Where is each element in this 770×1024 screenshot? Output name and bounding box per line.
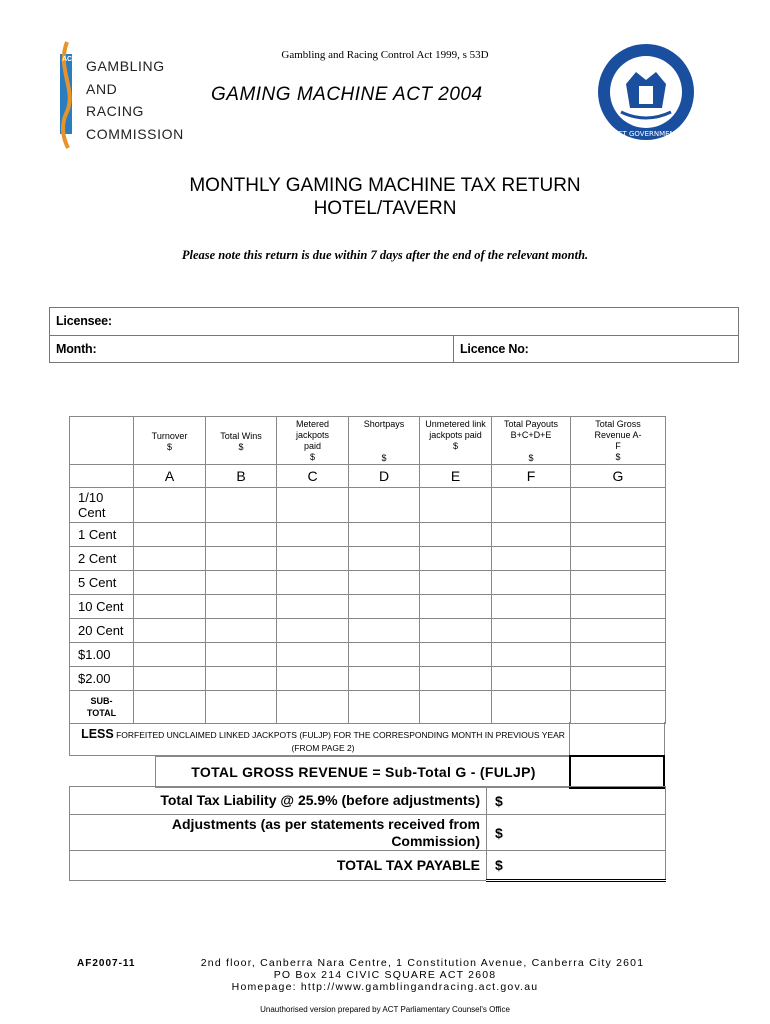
col-letter-e: E bbox=[420, 465, 492, 488]
form-title-line-1: MONTHLY GAMING MACHINE TAX RETURN bbox=[189, 175, 581, 196]
licensee-box-divider bbox=[453, 336, 454, 362]
input-cell[interactable] bbox=[349, 488, 420, 523]
tax-summary-table bbox=[69, 786, 666, 882]
input-cell[interactable] bbox=[571, 488, 666, 523]
input-cell[interactable] bbox=[571, 523, 666, 547]
row-label-tenth-cent: 1/10 Cent bbox=[70, 488, 134, 523]
total-tax-payable-label: TOTAL TAX PAYABLE bbox=[70, 851, 487, 881]
input-cell[interactable] bbox=[206, 691, 277, 724]
input-cell[interactable] bbox=[206, 523, 277, 547]
commission-logo-text bbox=[86, 55, 184, 145]
table-row bbox=[70, 643, 666, 667]
adjustments-label: Adjustments (as per statements received from Commission) bbox=[70, 815, 487, 851]
col-header-metered-jackpots: Metered jackpots paid $ bbox=[277, 417, 349, 465]
act-title: GAMING MACHINE ACT 2004 bbox=[211, 84, 483, 105]
seal-text: ACT GOVERNMENT bbox=[612, 130, 680, 138]
table-row bbox=[70, 619, 666, 643]
act-reference: Gambling and Racing Control Act 1999, s 53D bbox=[281, 49, 489, 61]
tax-liability-field[interactable]: $ bbox=[487, 787, 666, 815]
input-cell[interactable] bbox=[206, 488, 277, 523]
input-cell[interactable] bbox=[134, 667, 206, 691]
row-label-1-dollar: $1.00 bbox=[70, 643, 134, 667]
input-cell[interactable] bbox=[277, 571, 349, 595]
input-cell[interactable] bbox=[420, 595, 492, 619]
input-cell[interactable] bbox=[277, 643, 349, 667]
input-cell[interactable] bbox=[134, 619, 206, 643]
logo-line-3: RACING bbox=[86, 103, 145, 119]
input-cell[interactable] bbox=[206, 619, 277, 643]
row-label-2-dollar: $2.00 bbox=[70, 667, 134, 691]
row-label-20-cent: 20 Cent bbox=[70, 619, 134, 643]
row-label-2-cent: 2 Cent bbox=[70, 547, 134, 571]
col-letter-g: G bbox=[571, 465, 666, 488]
input-cell[interactable] bbox=[277, 595, 349, 619]
input-cell[interactable] bbox=[134, 488, 206, 523]
form-title-line-2: HOTEL/TAVERN bbox=[313, 198, 457, 219]
input-cell[interactable] bbox=[420, 667, 492, 691]
input-cell[interactable] bbox=[571, 571, 666, 595]
input-cell[interactable] bbox=[206, 547, 277, 571]
input-cell[interactable] bbox=[492, 523, 571, 547]
row-label-5-cent: 5 Cent bbox=[70, 571, 134, 595]
total-gross-revenue-field[interactable] bbox=[569, 755, 665, 789]
input-cell[interactable] bbox=[134, 523, 206, 547]
licensee-row bbox=[50, 308, 738, 336]
month-field[interactable]: Month: bbox=[56, 342, 97, 356]
logo-line-1: GAMBLING bbox=[86, 58, 165, 74]
licence-number-field[interactable]: Licence No: bbox=[460, 342, 529, 356]
table-row bbox=[70, 595, 666, 619]
col-header-total-payouts: Total Payouts B+C+D+E $ bbox=[492, 417, 571, 465]
col-header-unmetered-link-jackpots: Unmetered link jackpots paid $ bbox=[420, 417, 492, 465]
address-line-3[interactable]: Homepage: http://www.gamblingandracing.act.gov.au bbox=[231, 981, 539, 993]
revenue-table bbox=[69, 416, 666, 724]
col-letter-d: D bbox=[349, 465, 420, 488]
form-title bbox=[0, 174, 770, 220]
input-cell[interactable] bbox=[420, 523, 492, 547]
input-cell[interactable] bbox=[277, 619, 349, 643]
input-cell[interactable] bbox=[277, 488, 349, 523]
header-blank-cell bbox=[70, 417, 134, 465]
input-cell[interactable] bbox=[134, 643, 206, 667]
col-letter-c: C bbox=[277, 465, 349, 488]
input-cell[interactable] bbox=[492, 571, 571, 595]
input-cell[interactable] bbox=[206, 595, 277, 619]
input-cell[interactable] bbox=[134, 595, 206, 619]
address-line-2: PO Box 214 CIVIC SQUARE ACT 2608 bbox=[273, 969, 497, 981]
input-cell[interactable] bbox=[134, 547, 206, 571]
input-cell[interactable] bbox=[571, 595, 666, 619]
col-letter-f: F bbox=[492, 465, 571, 488]
input-cell[interactable] bbox=[571, 547, 666, 571]
less-fuljp-row bbox=[69, 722, 570, 756]
input-cell[interactable] bbox=[571, 691, 666, 724]
input-cell[interactable] bbox=[492, 595, 571, 619]
total-tax-payable-field[interactable]: $ bbox=[487, 851, 666, 881]
input-cell[interactable] bbox=[420, 547, 492, 571]
table-header-row bbox=[70, 417, 666, 465]
input-cell[interactable] bbox=[571, 619, 666, 643]
row-label-1-cent: 1 Cent bbox=[70, 523, 134, 547]
input-cell[interactable] bbox=[206, 571, 277, 595]
col-header-total-wins: Total Wins $ bbox=[206, 417, 277, 465]
input-cell[interactable] bbox=[492, 643, 571, 667]
input-cell[interactable] bbox=[349, 643, 420, 667]
input-cell[interactable] bbox=[277, 691, 349, 724]
input-cell[interactable] bbox=[277, 547, 349, 571]
input-cell[interactable] bbox=[349, 595, 420, 619]
column-letter-row bbox=[70, 465, 666, 488]
tax-row bbox=[70, 851, 666, 881]
subtotal-row bbox=[70, 691, 666, 724]
table-row bbox=[70, 523, 666, 547]
table-row bbox=[70, 488, 666, 523]
input-cell[interactable] bbox=[492, 667, 571, 691]
input-cell[interactable] bbox=[571, 667, 666, 691]
total-gross-revenue-label: TOTAL GROSS REVENUE = Sub-Total G - (FULJP) bbox=[191, 764, 536, 780]
input-cell[interactable] bbox=[492, 547, 571, 571]
footer-address bbox=[0, 957, 770, 993]
col-letter-a: A bbox=[134, 465, 206, 488]
tax-liability-label: Total Tax Liability @ 25.9% (before adjustments) bbox=[70, 787, 487, 815]
act-government-seal bbox=[596, 42, 696, 142]
input-cell[interactable] bbox=[420, 571, 492, 595]
adjustments-field[interactable]: $ bbox=[487, 815, 666, 851]
input-cell[interactable] bbox=[420, 643, 492, 667]
logo-line-2: AND bbox=[86, 80, 118, 97]
input-cell[interactable] bbox=[349, 547, 420, 571]
subtotal-label: SUB-TOTAL bbox=[70, 691, 134, 724]
input-cell[interactable] bbox=[349, 523, 420, 547]
tax-row bbox=[70, 787, 666, 815]
input-cell[interactable] bbox=[492, 691, 571, 724]
unauthorised-version-note: Unauthorised version prepared by ACT Parliamentary Counsel's Office bbox=[260, 1005, 510, 1014]
input-cell[interactable] bbox=[349, 571, 420, 595]
table-row bbox=[70, 667, 666, 691]
input-cell[interactable] bbox=[206, 667, 277, 691]
input-cell[interactable] bbox=[420, 691, 492, 724]
input-cell[interactable] bbox=[134, 571, 206, 595]
total-gross-revenue-row bbox=[155, 756, 570, 788]
input-cell[interactable] bbox=[492, 619, 571, 643]
input-cell[interactable] bbox=[420, 619, 492, 643]
tax-row bbox=[70, 815, 666, 851]
table-row bbox=[70, 547, 666, 571]
licensee-details-box bbox=[49, 307, 739, 363]
letter-blank-cell bbox=[70, 465, 134, 488]
input-cell[interactable] bbox=[492, 488, 571, 523]
input-cell[interactable] bbox=[571, 643, 666, 667]
input-cell[interactable] bbox=[349, 691, 420, 724]
input-cell[interactable] bbox=[349, 619, 420, 643]
col-header-total-gross-revenue: Total Gross Revenue A-F $ bbox=[571, 417, 666, 465]
col-header-turnover: Turnover $ bbox=[134, 417, 206, 465]
input-cell[interactable] bbox=[277, 523, 349, 547]
col-letter-b: B bbox=[206, 465, 277, 488]
form-code: AF2007-11 bbox=[77, 958, 136, 969]
input-cell[interactable] bbox=[134, 691, 206, 724]
input-cell[interactable] bbox=[349, 667, 420, 691]
input-cell[interactable] bbox=[206, 643, 277, 667]
col-header-shortpays: Shortpays $ bbox=[349, 417, 420, 465]
due-notice: Please note this return is due within 7 days after the end of the relevant month. bbox=[181, 248, 589, 262]
table-row bbox=[70, 571, 666, 595]
fuljp-value-field[interactable] bbox=[569, 722, 665, 756]
logo-line-4: COMMISSION bbox=[86, 125, 184, 142]
less-fuljp-label: LESS FORFEITED UNCLAIMED LINKED JACKPOTS (FULJP) FOR THE CORRESPONDING MONTH IN PREVIOUS YEAR (FROM PAGE 2) bbox=[81, 727, 565, 753]
input-cell[interactable] bbox=[277, 667, 349, 691]
row-label-10-cent: 10 Cent bbox=[70, 595, 134, 619]
logo-act-tag: ACT bbox=[62, 56, 77, 63]
address-line-1: 2nd floor, Canberra Nara Centre, 1 Constitution Avenue, Canberra City 2601 bbox=[200, 957, 645, 969]
licensee-field[interactable]: Licensee: bbox=[56, 314, 112, 328]
input-cell[interactable] bbox=[420, 488, 492, 523]
